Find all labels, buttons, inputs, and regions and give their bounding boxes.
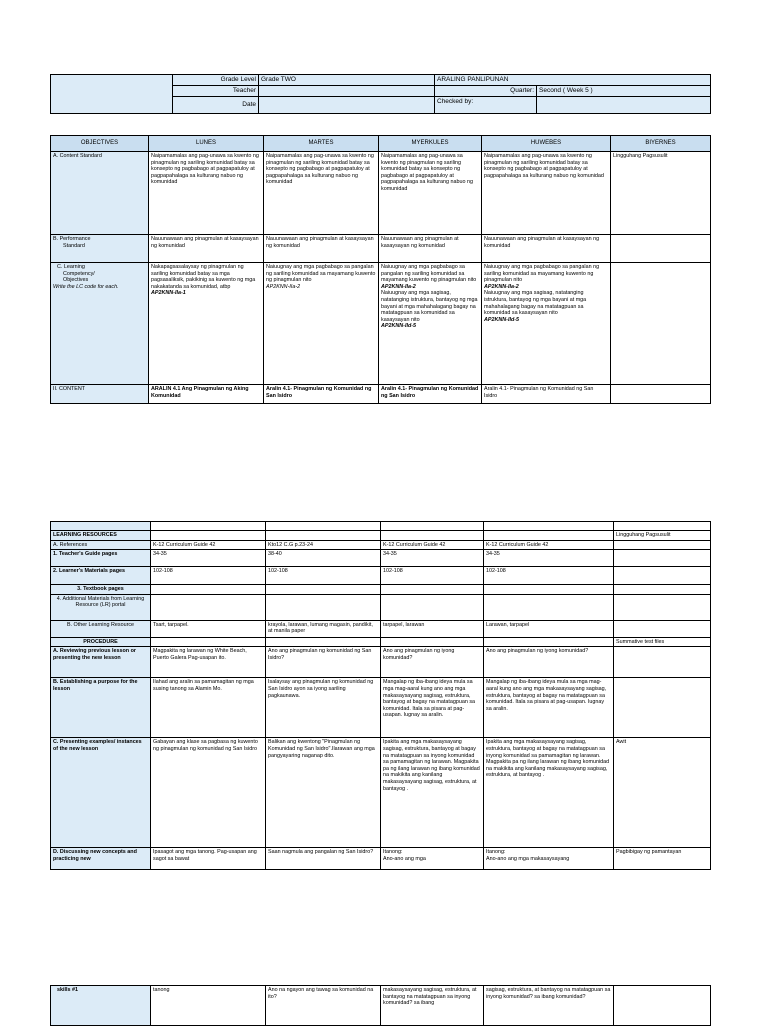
discussing-lunes: Ipasagot ang mga tanong. Pag-usapan ang sagot sa bawat <box>151 848 266 870</box>
grade-level-label: Grade Level <box>173 75 259 86</box>
textbook-label: 3. Textbook pages <box>51 585 151 595</box>
performance-label-line1: B. Performance <box>53 236 91 242</box>
lc-label-line3: Objectives <box>63 277 89 284</box>
other-myerkules: tarpapel, larawan <box>381 620 484 637</box>
other-martes: krayola, larawan, lumang magasin, pandikit, at manila paper <box>266 620 381 637</box>
skills-biyernes <box>614 986 711 1026</box>
purpose-biyernes <box>614 678 711 738</box>
other-lunes: Tsart, tarpapel. <box>151 620 266 637</box>
performance-biyernes <box>611 235 711 263</box>
additional-materials-label: 4. Additional Materials from Learning Resource (LR) portal <box>51 594 151 620</box>
lm-biyernes <box>614 567 711 585</box>
discussing-biyernes: Pagbibigay ng pamantayan <box>614 848 711 870</box>
ref-lunes: K-12 Curriculum Guide 42 <box>151 540 266 550</box>
lr-biyernes: Lingguhang Pagsusulit <box>614 531 711 541</box>
ref-myerkules: K-12 Curriculum Guide 42 <box>381 540 484 550</box>
lc-myerkules-text-b: Naiuugnay ang mga sagisag, natatanging istruktura, bantayog ng mga bayani at mga mahahalagang bagay na matatagpuan sa komunidad sa kasaysayan nito <box>381 290 478 323</box>
lm-myerkules: 102-108 <box>381 567 484 585</box>
lc-myerkules <box>379 263 482 385</box>
performance-huwebes: Nauunawaan ang pinagmulan at kasaysayan ng komunidad <box>482 235 611 263</box>
lr-myerkules <box>381 531 484 541</box>
lr-lunes <box>151 531 266 541</box>
lr-martes <box>266 531 381 541</box>
skills-huwebes: sagisag, estruktura, at bantayog na matatagpuan sa inyong komunidad? sa ibang komunidad? <box>484 986 614 1026</box>
quarter-value: Second ( Week 5 ) <box>537 86 711 97</box>
review-label: A. Reviewing previous lesson or presenting the new lesson <box>51 647 151 678</box>
content-standard-biyernes: Lingguhang Pagsusulit <box>611 152 711 235</box>
content-huwebes: Aralin 4.1- Pinagmulan ng Komunidad ng San Isidro <box>482 385 611 404</box>
learning-competency-label <box>51 263 149 385</box>
learning-resources-label: LEARNING RESOURCES <box>51 531 151 541</box>
day-huwebes: HUWEBES <box>482 136 611 152</box>
quarter-label: Quarter: <box>435 86 537 97</box>
ref-martes: Kto12 C.G p.23-24 <box>266 540 381 550</box>
objectives-heading: OBJECTIVES <box>51 136 149 152</box>
review-huwebes: Ano ang pinagmulan ng iyong komunidad? <box>484 647 614 678</box>
performance-martes: Nauunawaan ang pinagmulan at kasaysayan ng komunidad <box>264 235 379 263</box>
discussing-martes: Saan nagmula ang pangalan ng San Isidro? <box>266 848 381 870</box>
teacher-label: Teacher <box>173 86 259 97</box>
teacher-value <box>259 86 435 97</box>
title-cell <box>51 75 173 114</box>
presenting-biyernes: Awit <box>614 738 711 848</box>
header-table <box>50 74 711 114</box>
date-label: Date <box>173 97 259 114</box>
presenting-lunes: Gabayan ang klase sa pagbasa ng kuwento ng pinagmulan ng komunidad ng San Isidro <box>151 738 266 848</box>
performance-lunes: Nauunawaan ang pinagmulan at kasaysayan ng komunidad <box>149 235 264 263</box>
discussing-myerkules: Itanong: Ano-ano ang mga <box>381 848 484 870</box>
discussing-label: D. Discussing new concepts and practicing new <box>51 848 151 870</box>
review-martes: Ano ang pinagmulan ng komunidad ng San Isidro? <box>266 647 381 678</box>
resources-table <box>50 521 711 870</box>
lc-myerkules-code-a: AP2KNN-IIa-2 <box>381 283 416 290</box>
presenting-huwebes: Ipakita ang mga makasaysayang sagisag, estruktura, bantayog at bagay na matatagpuan sa inyong komunidad sa pamamagitan ng larawan. Magpakita pa ng ilang larawan ng ibang komunidad na makikita ang kanilang makasaysayang sagisag, estruktura, at bantayog . <box>484 738 614 848</box>
lc-label-line1: C. Learning <box>57 264 85 270</box>
content-biyernes <box>611 385 711 404</box>
ref-biyernes <box>614 540 711 550</box>
discussing-huwebes: Itanong: Ano-ano ang mga makasaysayang <box>484 848 614 870</box>
checked-label: Checked by: <box>435 97 537 114</box>
lc-myerkules-code-b: AP2KNN-IId-5 <box>381 323 417 330</box>
performance-myerkules: Nauunawaan ang pinagmulan at kasaysayan ng komunidad <box>379 235 482 263</box>
tg-myerkules: 34-35 <box>381 550 484 567</box>
subject-label: ARALING PANLIPUNAN <box>435 75 711 86</box>
purpose-martes: Isalaysay ang pinagmulan ng komunidad ng San Isidro ayon sa iyong sariling pagkaunawa. <box>266 678 381 738</box>
lc-huwebes-code-b: AP2KNN-IId-5 <box>484 316 520 323</box>
day-biyernes: BIYERNES <box>611 136 711 152</box>
content-label: II. CONTENT <box>51 385 149 404</box>
checked-value <box>537 97 711 114</box>
lc-label-line2: Competency/ <box>63 270 95 277</box>
lc-lunes-code: AP2KNN-IIa-1 <box>151 290 186 297</box>
presenting-martes: Balikan ang kwentong "Pinagmulan ng Komunidad ng San Isidro".Ilarawan ang mga pangyayaring naganap dito. <box>266 738 381 848</box>
day-lunes: LUNES <box>149 136 264 152</box>
lc-myerkules-text-a: Naiuugnay ang mga pagbabago sa pangalan ng sariling komunidad sa mayamang kuwento ng pinagmulan nito <box>381 264 477 284</box>
purpose-label: B. Establishing a purpose for the lesson <box>51 678 151 738</box>
lc-lunes-text: Nakapagsasalaysay ng pinagmulan ng sariling komunidad batay sa mga pagsasaliksik, pakikinig sa kuwento ng mga nakakatanda sa komunidad, atbp <box>151 264 256 290</box>
lc-martes-text: Naiuugnay ang mga pagbabago sa pangalan ng sariling komunidad sa mayamang kuwento ng pinagmulan nito <box>266 264 376 284</box>
lc-huwebes-code-a: AP2KNN-IIa-2 <box>484 283 519 290</box>
lc-huwebes-text-a: Naiuugnay ang mga pagbabago sa pangalan ng sariling komunidad sa mayamang kuwento ng pinagmulan nito <box>484 264 600 284</box>
lc-lunes <box>149 263 264 385</box>
tg-huwebes: 34-35 <box>484 550 614 567</box>
content-standard-myerkules: Naipamamalas ang pag-unawa sa kwento ng pinagmulan ng sariling komunidad batay sa konsepto ng pagbabago at pagpapatuloy at pagpapahalaga sa kulturang nabuo ng komunidad <box>379 152 482 235</box>
learner-materials-label: 2. Learner's Materials pages <box>51 567 151 585</box>
tg-lunes: 34-35 <box>151 550 266 567</box>
skills-myerkules: makasaysayang sagisag, estruktura, at bantayog na matatagpuan sa inyong komunidad? sa ibang <box>381 986 484 1026</box>
content-standard-huwebes: Naipamamalas ang pag-unawa sa kwento ng pinagmulan ng sariling komunidad batay sa konsepto ng pagbabago at pagpapatuloy at pagpapahalaga sa kulturang nabuo ng komunidad <box>482 152 611 235</box>
other-biyernes <box>614 620 711 637</box>
date-value <box>259 97 435 114</box>
references-label: A. References <box>51 540 151 550</box>
content-myerkules: Aralin 4.1- Pinagmulan ng Komunidad ng San Isidro <box>379 385 482 404</box>
lc-huwebes <box>482 263 611 385</box>
tg-biyernes <box>614 550 711 567</box>
lc-biyernes <box>611 263 711 385</box>
performance-standard-label <box>51 235 149 263</box>
tg-martes: 38-40 <box>266 550 381 567</box>
skills-martes: Ano na ngayon ang tawag sa komunidad na ito? <box>266 986 381 1026</box>
ref-huwebes: K-12 Curriculum Guide 42 <box>484 540 614 550</box>
review-myerkules: Ano ang pinagmulan ng iyong komunidad? <box>381 647 484 678</box>
procedure-biyernes: Summative test files <box>614 637 711 647</box>
content-standard-martes: Naipamamalas ang pag-unawa sa kwento ng pinagmulan ng sariling komunidad batay sa konsepto ng pagbabago at pagpapatuloy at pagpapahalaga sa kulturang nabuo ng komunidad <box>264 152 379 235</box>
grade-level-value: Grade TWO <box>259 75 435 86</box>
purpose-lunes: Ilahad ang aralin sa pamamagitan ng mga susing tanong sa Alamin Mo. <box>151 678 266 738</box>
lr-huwebes <box>484 531 614 541</box>
lm-martes: 102-108 <box>266 567 381 585</box>
teacher-guide-label: 1. Teacher's Guide pages <box>51 550 151 567</box>
lc-martes <box>264 263 379 385</box>
skills-label: skills #1 <box>51 986 151 1026</box>
content-standard-lunes: Naipamamalas ang pag-unawa sa kwento ng pinagmulan ng sariling komunidad batay sa konsepto ng pagbabago at pagpapatuloy at pagpapahalaga sa kulturang nabuo ng komunidad <box>149 152 264 235</box>
lc-huwebes-text-b: Naiuugnay ang mga sagisag, natatanging istruktura, bantayog ng mga bayani at mga mahahalagang bagay na matatagpuan sa komunidad sa kasaysayan nito <box>484 290 587 317</box>
continued-table <box>50 985 711 1026</box>
other-resources-label: B. Other Learning Resource <box>51 620 151 637</box>
presenting-label: C. Presenting examples/ instances of the new lesson <box>51 738 151 848</box>
lm-huwebes: 102-108 <box>484 567 614 585</box>
lc-martes-code: AP2KNN-IIa-2 <box>266 283 301 290</box>
day-martes: MARTES <box>264 136 379 152</box>
review-biyernes <box>614 647 711 678</box>
content-standard-label: A. Content Standard <box>51 152 149 235</box>
content-martes: Aralin 4.1- Pinagmulan ng Komunidad ng San Isidro <box>264 385 379 404</box>
content-lunes: ARALIN 4.1 Ang Pinagmulan ng Aking Komunidad <box>149 385 264 404</box>
lc-note: Write the LC code for each. <box>53 283 119 290</box>
day-myerkules: MYERKULES <box>379 136 482 152</box>
purpose-myerkules: Mangalap ng iba-ibang ideya mula sa mga mag-aaral kung ano ang mga makasaysayang sagisag, estruktura, bantayog at bagay na matatagpuan sa komunidad. Itala sa pisara at pag-usapan. Iugnay sa aralin. <box>381 678 484 738</box>
procedure-label: PROCEDURE <box>51 637 151 647</box>
other-huwebes: Larawan, tarpapel <box>484 620 614 637</box>
skills-lunes: tanong <box>151 986 266 1026</box>
performance-label-line2: Standard <box>63 242 85 249</box>
presenting-myerkules: Ipakita ang mga makasaysayang sagisag, estruktura, bantayog at bagay na matatagpuan sa inyong komunidad sa pamamagitan ng larawan. Magpakita pa ng ilang larawan ng ibang komunidad na makikita ang kanilang makasaysayang sagisag, estruktura, at bantayog . <box>381 738 484 848</box>
review-lunes: Magpakita ng larawan ng White Beach, Puerto Galera Pag-usapan ito. <box>151 647 266 678</box>
lm-lunes: 102-108 <box>151 567 266 585</box>
objectives-table <box>50 135 711 404</box>
purpose-huwebes: Mangalap ng iba-ibang ideya mula sa mga mag-aaral kung ano ang mga makasaysayang sagisag, estruktura, bantayog at bagay na matatagpuan sa komunidad. Itala sa pisara at pag-usapan. Iugnay sa aralin. <box>484 678 614 738</box>
